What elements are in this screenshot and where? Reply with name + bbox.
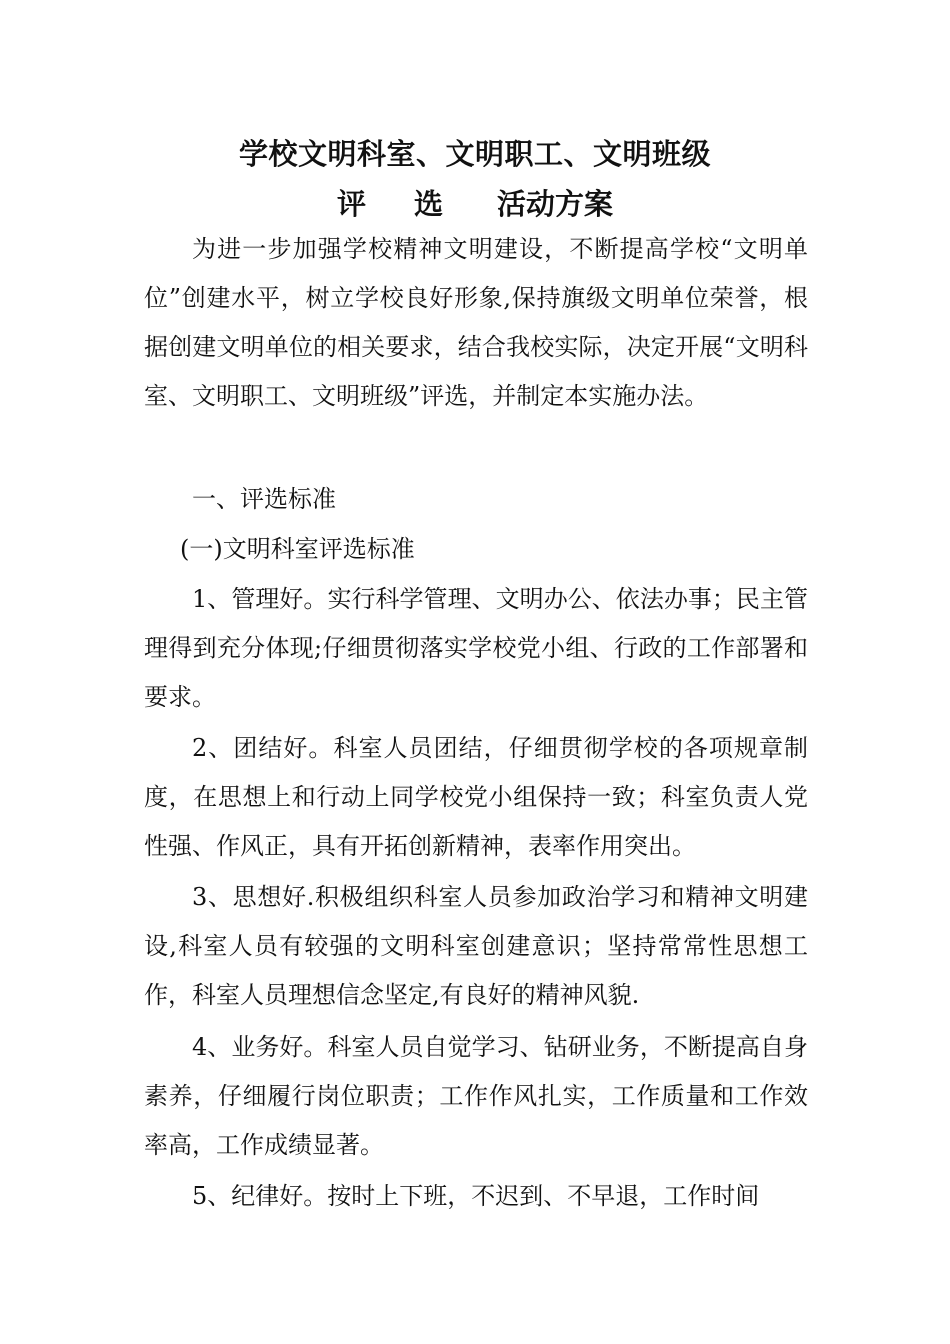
criteria-item-text: 1、管理好。实行科学管理、文明办公、依法办事；民主管理得到充分体现;仔细贯彻落实学校党小组、行政的工作部署和要求。 <box>144 585 808 711</box>
title-word-activity-plan: 活动方案 <box>497 187 614 221</box>
document-title-line-1: 学校文明科室、文明职工、文明班级 <box>238 137 711 171</box>
intro-paragraph <box>144 225 808 421</box>
criteria-item-text: 2、团结好。科室人员团结，仔细贯彻学校的各项规章制度，在思想上和行动上同学校党小组保持一致；科室负责人党性强、作风正，具有开拓创新精神，表率作用突出。 <box>144 734 808 860</box>
subsection-heading-office-criteria: (一)文明科室评选标准 <box>180 535 415 563</box>
section-heading-criteria: 一、评选标准 <box>192 485 336 513</box>
criteria-item-1 <box>144 575 808 722</box>
criteria-item-2 <box>144 724 808 871</box>
criteria-item-4 <box>144 1023 808 1170</box>
document-title-line-2 <box>0 182 950 223</box>
criteria-item-text: 5、纪律好。按时上下班，不迟到、不早退，工作时间 <box>192 1182 760 1210</box>
title-word-ping: 评 <box>336 187 366 221</box>
title-word-xuan: 选 <box>413 187 443 221</box>
intro-text: 为进一步加强学校精神文明建设，不断提高学校“文明单位”创建水平，树立学校良好形象,保持旗级文明单位荣誉，根据创建文明单位的相关要求，结合我校实际，决定开展“文明科室、文明职工、文明班级”评选，并制定本实施办法。 <box>144 235 808 410</box>
criteria-item-text: 4、业务好。科室人员自觉学习、钻研业务，不断提高自身素养，仔细履行岗位职责；工作作风扎实，工作质量和工作效率高，工作成绩显著。 <box>144 1033 808 1159</box>
criteria-item-3 <box>144 873 808 1020</box>
criteria-item-text: 3、思想好.积极组织科室人员参加政治学习和精神文明建设,科室人员有较强的文明科室创建意识；坚持常常性思想工作，科室人员理想信念坚定,有良好的精神风貌. <box>144 883 808 1009</box>
criteria-item-5 <box>144 1172 808 1221</box>
